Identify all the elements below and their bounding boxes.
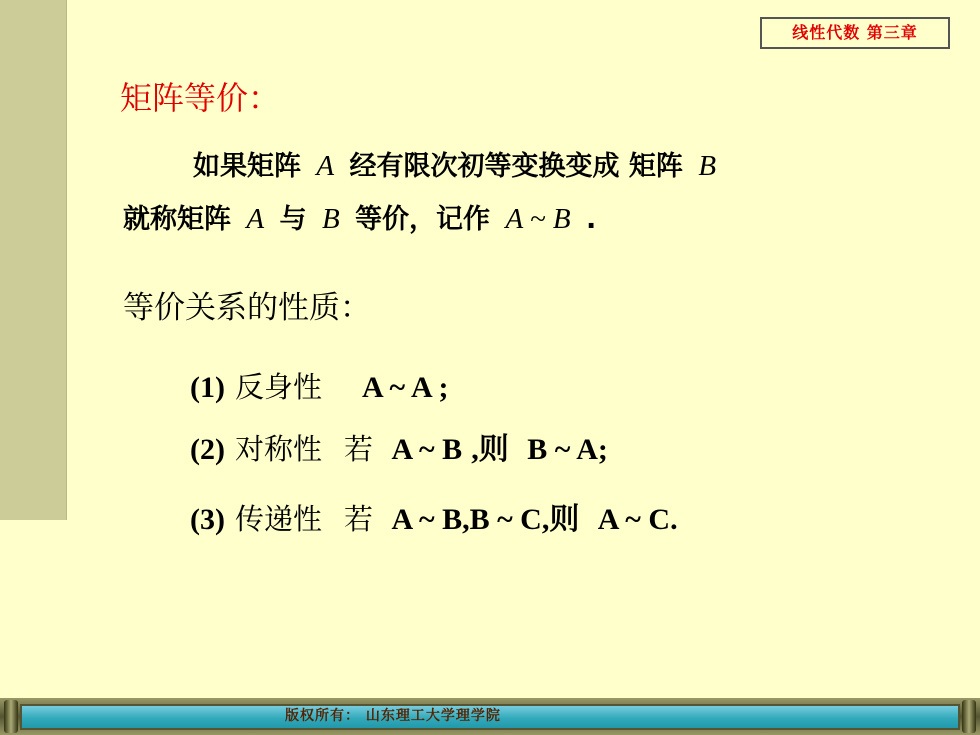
property-result: A ~ C.	[597, 503, 678, 536]
property-name: 对称性	[234, 432, 322, 466]
properties-heading: 等价关系的性质：	[123, 290, 371, 326]
matrix-symbol-b: B	[321, 203, 340, 235]
definition-text: 如果矩阵	[193, 151, 301, 182]
property-item	[190, 366, 448, 409]
property-then: 则	[549, 503, 580, 536]
property-number: (2)	[190, 433, 225, 466]
definition-text: 等价，记作	[355, 204, 491, 235]
matrix-symbol-a: A	[316, 150, 335, 182]
page-title: 矩阵等价：	[120, 79, 281, 117]
property-item	[190, 498, 678, 541]
property-condition: 若	[344, 432, 374, 466]
property-item	[190, 428, 608, 471]
definition-end: .	[585, 204, 597, 235]
side-decoration-bar	[0, 0, 67, 520]
property-number: (1)	[190, 371, 225, 404]
property-result: B ~ A;	[527, 433, 608, 466]
definition-text: 经有限次初等变换变成 矩阵	[349, 151, 683, 182]
definition-text: 与	[279, 204, 307, 235]
footer-scroll-end-left	[4, 700, 18, 733]
equivalence-expression: A ~ B	[505, 203, 571, 235]
property-condition: 若	[344, 502, 374, 536]
property-name: 反身性	[234, 370, 322, 404]
definition-line-1	[193, 146, 722, 187]
property-number: (3)	[190, 503, 225, 536]
property-expression: A ~ B	[391, 433, 463, 466]
footer-scroll-end-right	[962, 700, 976, 733]
matrix-symbol-a: A	[246, 203, 265, 235]
definition-text: 就称矩阵	[123, 204, 231, 235]
property-name: 传递性	[234, 502, 322, 536]
property-expression: A ~ B,B ~ C,	[391, 503, 550, 536]
definition-line-2	[123, 199, 596, 240]
copyright-text: 版权所有： 山东理工大学理学院	[285, 708, 501, 724]
chapter-label: 线性代数 第三章	[760, 17, 950, 49]
property-expression: A ~ A ;	[362, 371, 449, 404]
property-then: ,则	[471, 433, 509, 466]
matrix-symbol-b: B	[698, 150, 717, 182]
